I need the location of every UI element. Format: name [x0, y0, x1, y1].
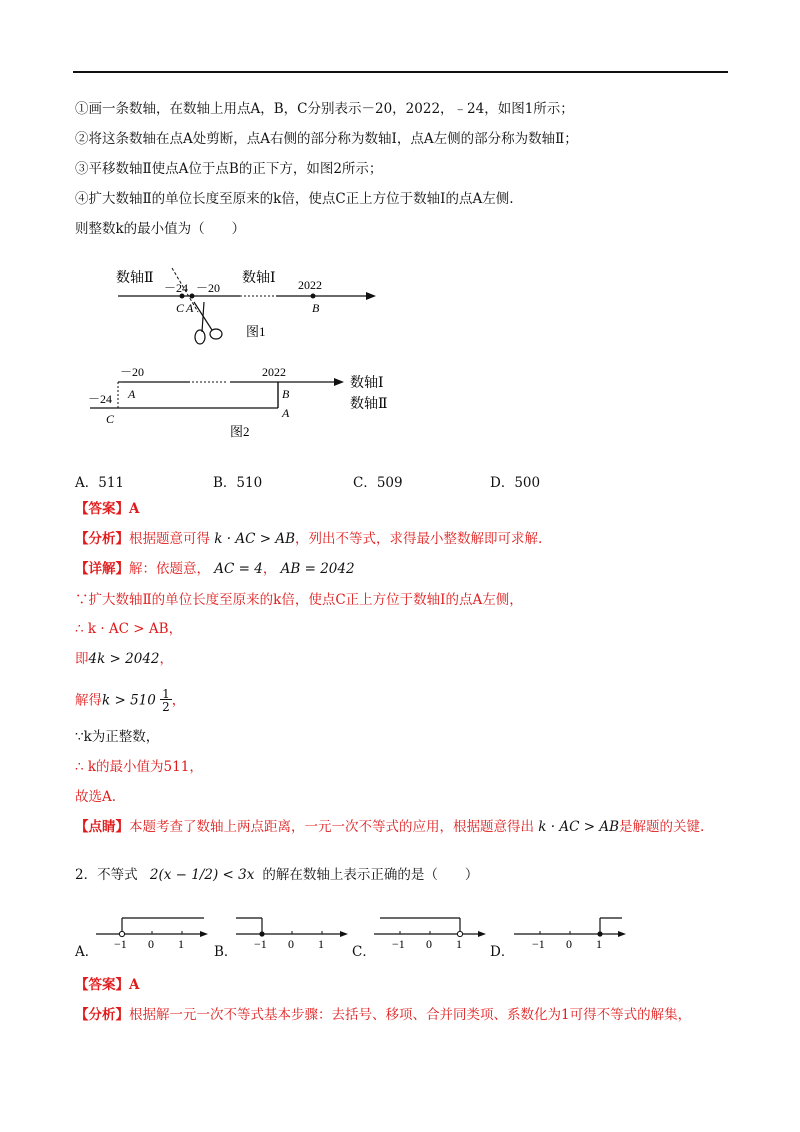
nlb-tick-neg1: −1: [254, 937, 267, 951]
fig1-axis2-label: 数轴Ⅱ: [116, 271, 154, 286]
p2-option-b-label: B．: [214, 944, 238, 960]
step-2: ②将这条数轴在点A处剪断，点A右侧的部分称为数轴I，点A左侧的部分称为数轴Ⅱ；: [75, 131, 578, 147]
fig1-point-a: A: [186, 301, 194, 315]
answer-tag: 【答案】: [75, 501, 129, 517]
p2-answer-value: A: [129, 977, 140, 993]
option-b: B．510: [213, 475, 263, 491]
p2-option-a-label: A．: [75, 944, 99, 960]
nlc-tick-neg1: −1: [392, 937, 405, 951]
comment-tag: 【点睛】: [75, 819, 129, 835]
solve-label: 解得: [75, 692, 102, 709]
analysis-text-b: ，列出不等式，求得最小整数解即可求解.: [295, 531, 543, 547]
answer-value: A: [129, 501, 140, 517]
p2-analysis-line: [75, 1006, 691, 1024]
scissors-icon: [194, 302, 222, 344]
problem2-number: 2．不等式: [75, 867, 138, 883]
choose-line: 故选A.: [75, 789, 117, 805]
fig2-point-b: B: [282, 387, 290, 401]
fraction-half: 1 2: [162, 687, 170, 714]
analysis-line: [75, 530, 542, 548]
nld-tick-neg1: −1: [532, 937, 545, 951]
step-3: ③平移数轴Ⅱ使点A位于点B的正下方，如图2所示；: [75, 161, 383, 177]
detail-ab: AB = 2042: [280, 561, 355, 577]
option-c: C．509: [353, 475, 403, 491]
therefore-1: ∴ k · AC > AB，: [75, 621, 183, 637]
ji-label: 即: [75, 651, 89, 667]
p2-option-d-label: D．: [490, 944, 515, 960]
detail-line: 【详解】解：依题意， AC = 4， AB = 2042: [75, 561, 355, 577]
nlc-tick-1: 1: [456, 937, 462, 951]
detail-ac: AC = 4: [214, 561, 263, 577]
ji-formula: 4k > 2042: [88, 651, 160, 667]
because-2: ∵k为正整数，: [75, 729, 160, 745]
fig2-axis1-label: 数轴Ⅰ: [350, 376, 384, 391]
numberline-d: [510, 912, 630, 952]
top-rule: [73, 71, 728, 73]
ji-line: 即4k > 2042，: [75, 651, 174, 667]
p2-analysis-tag: 【分析】: [75, 1007, 129, 1023]
because-1: ∵扩大数轴Ⅱ的单位长度至原来的k倍，使点C正上方位于数轴I的点A左侧，: [75, 592, 523, 608]
fig2-point-a-top: A: [128, 387, 136, 401]
fig2-point-c: C: [106, 412, 115, 426]
comment-line: [75, 818, 704, 836]
solve-line: 解得k > 510 1 2 ，: [75, 687, 186, 714]
fig2-point-a-bottom: A: [282, 406, 290, 420]
nld-tick-0: 0: [566, 937, 572, 951]
question: 则整数k的最小值为（ ）: [75, 221, 246, 237]
fig2-tick-neg20: －20: [120, 365, 145, 379]
problem2-formula: 2(x − 1/2) < 3x: [149, 867, 255, 883]
nlb-tick-0: 0: [288, 937, 294, 951]
step-4: ④扩大数轴Ⅱ的单位长度至原来的k倍，使点C正上方位于数轴I的点A左侧.: [75, 191, 514, 207]
figure-1: [100, 260, 400, 350]
comment-formula: k · AC > AB: [538, 819, 619, 835]
comment-end: 是解题的关键.: [619, 819, 705, 835]
fig2-tick-neg24: －24: [88, 392, 113, 406]
nla-tick-1: 1: [178, 937, 184, 951]
nlb-tick-1: 1: [318, 937, 324, 951]
fig2-caption: 图2: [230, 424, 250, 439]
fig1-tick-neg24: －24: [164, 281, 189, 295]
p2-analysis-text: 根据解一元一次不等式基本步骤：去括号、移项、合并同类项、系数化为1可得不等式的解集，: [129, 1007, 692, 1023]
analysis-text-a: 根据题意可得: [129, 531, 210, 547]
option-d: D．500: [490, 475, 541, 491]
option-a: A．511: [75, 475, 125, 491]
fig2-axis2-label: 数轴Ⅱ: [350, 397, 388, 412]
therefore-2: ∴ k的最小值为511，: [75, 759, 203, 775]
p2-answer-line: [75, 976, 139, 994]
numberline-a: [92, 912, 212, 952]
fig1-tick-neg20: －20: [196, 281, 221, 295]
answer-line: [75, 500, 139, 518]
figure-2: [82, 360, 412, 440]
fig1-point-c: C: [176, 301, 185, 315]
step-1: ①画一条数轴，在数轴上用点A，B，C分别表示－20，2022，﹣24，如图1所示；: [75, 101, 574, 117]
problem2-stem: [75, 866, 478, 884]
nld-tick-1: 1: [596, 937, 602, 951]
comment-text: 本题考查了数轴上两点距离，一元一次不等式的应用，根据题意得出: [129, 819, 534, 835]
nla-tick-neg1: −1: [114, 937, 127, 951]
fig1-point-b: B: [312, 301, 320, 315]
analysis-formula: k · AC > AB: [214, 531, 295, 547]
nla-tick-0: 0: [148, 937, 154, 951]
numberline-c: [370, 912, 490, 952]
detail-tag: 【详解】: [75, 561, 129, 577]
fig1-tick-2022: 2022: [298, 278, 322, 292]
p2-option-c-label: C．: [352, 944, 376, 960]
fig1-axis1-label: 数轴Ⅰ: [242, 271, 276, 286]
numberline-b: [232, 912, 352, 952]
detail-intro: 解：依题意，: [129, 561, 210, 577]
p2-answer-tag: 【答案】: [75, 977, 129, 993]
fig1-caption: 图1: [246, 324, 266, 339]
fig2-tick-2022: 2022: [262, 365, 286, 379]
problem2-tail: 的解在数轴上表示正确的是（ ）: [262, 867, 479, 883]
analysis-tag: 【分析】: [75, 531, 129, 547]
nlc-tick-0: 0: [426, 937, 432, 951]
solve-formula: k > 510: [102, 692, 156, 709]
